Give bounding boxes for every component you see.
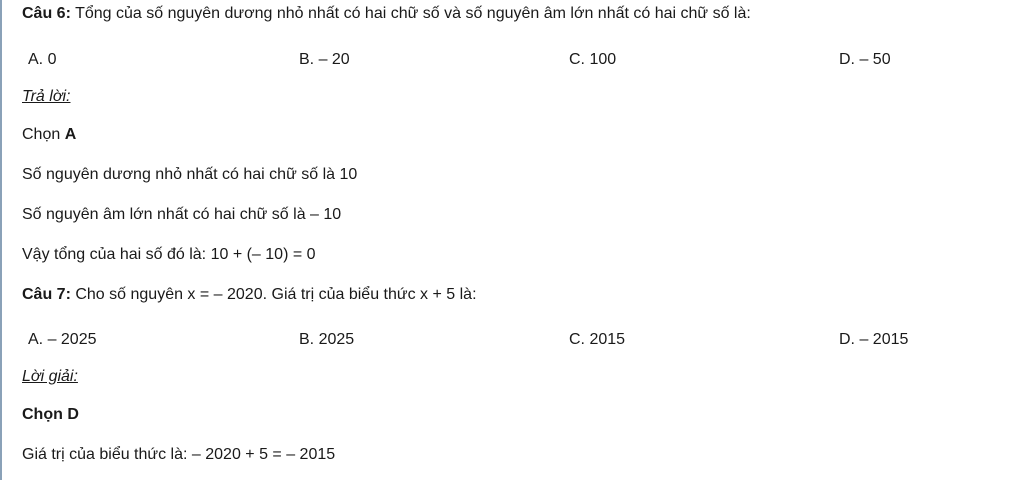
- question-7: [22, 285, 477, 305]
- question-6-choice-prefix: Chọn: [22, 126, 65, 143]
- question-6-explanation-3: Vậy tổng của hai số đó là: 10 + (– 10) = 0: [22, 246, 316, 263]
- question-6-label: Câu 6:: [22, 5, 71, 22]
- question-7-explanation-1: Giá trị của biểu thức là: – 2020 + 5 = – 2015: [22, 446, 336, 463]
- question-7-options: [28, 330, 1018, 350]
- question-7-option-b: B. 2025: [299, 331, 355, 348]
- question-6-text: Tổng của số nguyên dương nhỏ nhất có hai chữ số và số nguyên âm lớn nhất có hai chữ số là:: [70, 5, 751, 22]
- question-6-choice-letter: A: [64, 126, 77, 143]
- question-7-option-c: C. 2015: [569, 331, 626, 348]
- question-7-text: Cho số nguyên x = – 2020. Giá trị của biểu thức x + 5 là:: [70, 286, 477, 303]
- question-6-explanation-1: Số nguyên dương nhỏ nhất có hai chữ số là 10: [22, 166, 358, 183]
- question-6-option-d: D. – 50: [839, 51, 891, 68]
- question-7-label: Câu 7:: [22, 286, 71, 303]
- question-7-choice: Chọn D: [22, 406, 79, 423]
- question-7-option-d: D. – 2015: [839, 331, 909, 348]
- question-6-answer-heading: Trả lời:: [22, 88, 71, 105]
- question-6: [22, 4, 751, 24]
- question-7-option-a: A. – 2025: [28, 331, 97, 348]
- question-6-option-c: C. 100: [569, 51, 617, 68]
- question-6-option-b: B. – 20: [299, 51, 350, 68]
- question-7-answer-heading: Lời giải:: [22, 368, 78, 385]
- question-6-options: [28, 50, 1018, 70]
- question-6-option-a: A. 0: [28, 51, 57, 68]
- question-6-explanation-2: Số nguyên âm lớn nhất có hai chữ số là – 10: [22, 206, 342, 223]
- question-6-choice: [22, 125, 76, 145]
